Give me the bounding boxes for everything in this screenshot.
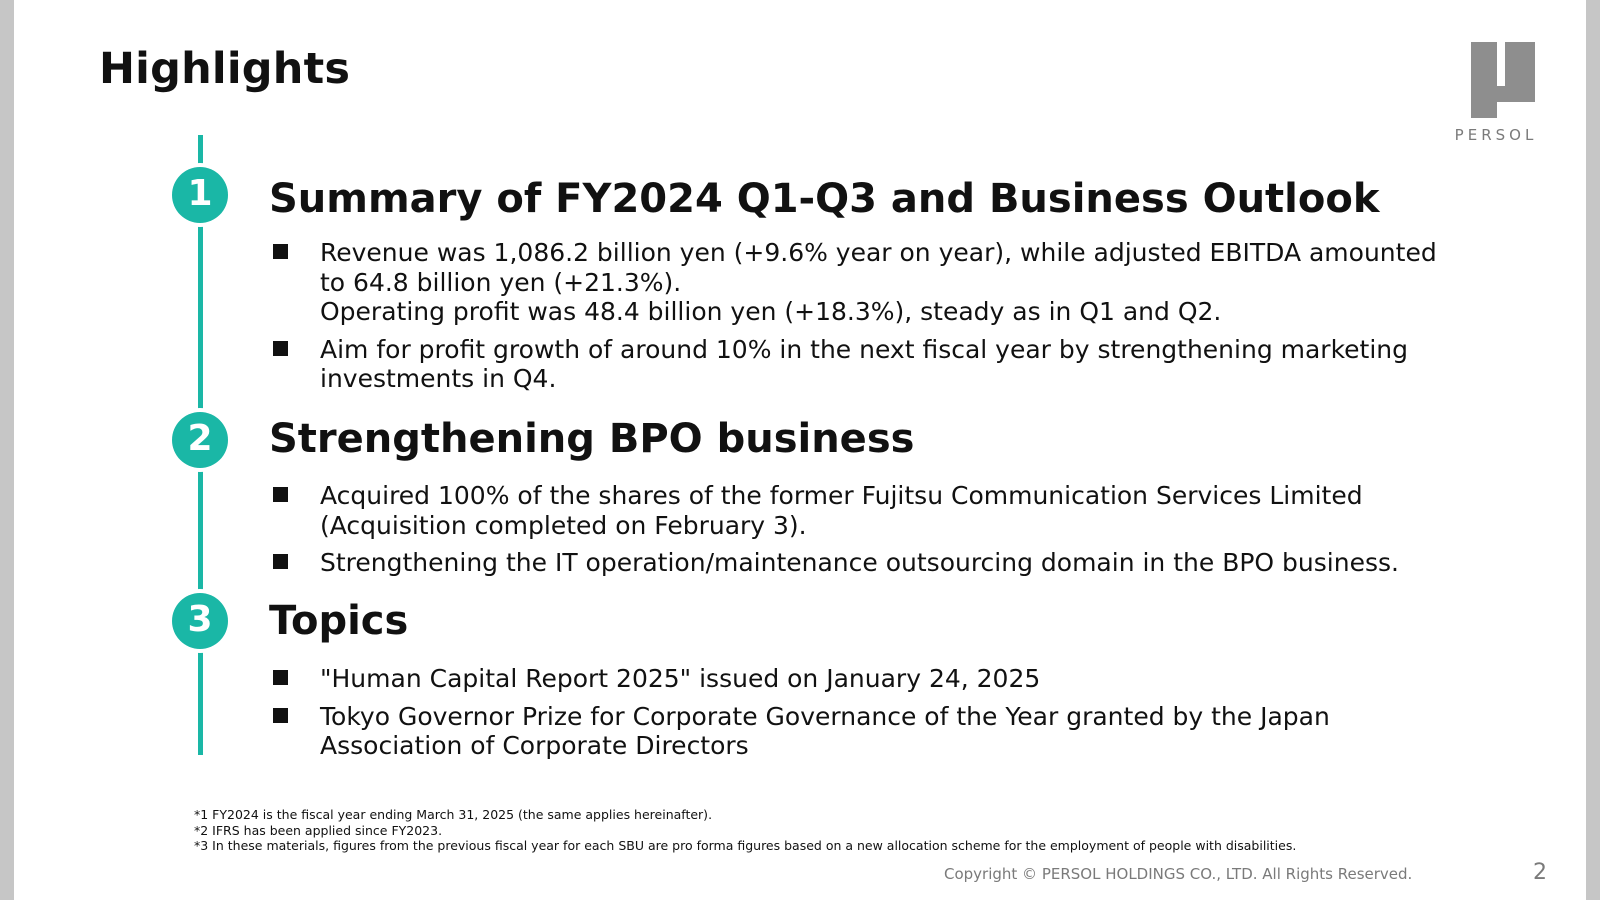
section-heading: Topics: [269, 598, 409, 644]
section-number-badge: [172, 593, 228, 649]
section-number: 3: [187, 599, 213, 640]
bullet-square-icon: [273, 244, 288, 259]
list-item: Strengthening the IT operation/maintenance outsourcing domain in the BPO business.: [272, 548, 1472, 578]
section-heading: Strengthening BPO business: [269, 416, 915, 462]
footnotes: [194, 807, 1296, 854]
page-number: 2: [1533, 860, 1547, 885]
bullet-square-icon: [273, 708, 288, 723]
section-number: 1: [187, 173, 213, 214]
footnote: *1 FY2024 is the fiscal year ending March 31, 2025 (the same applies hereinafter).: [194, 807, 713, 822]
list-item: Revenue was 1,086.2 billion yen (+9.6% year on year), while adjusted EBITDA amounted to 64.8 billion yen (+21.3%). Operating profit was 48.4 billion yen (+18.3%), steady as in Q1 and Q2.: [272, 238, 1472, 327]
footnote: *2 IFRS has been applied since FY2023.: [194, 822, 443, 838]
slide: [14, 0, 1586, 900]
list-item: Aim for profit growth of around 10% in the next fiscal year by strengthening marketing investments in Q4.: [272, 335, 1472, 394]
persol-logo: [1441, 38, 1551, 148]
page-title: Highlights: [99, 44, 351, 94]
list-item: "Human Capital Report 2025" issued on January 24, 2025: [272, 664, 1472, 694]
persol-logo-icon: [1471, 42, 1535, 118]
section-bullets: [272, 664, 1472, 761]
section-bullets: [272, 238, 1472, 394]
section-number-badge: [172, 412, 228, 468]
footnote: *3 In these materials, figures from the previous fiscal year for each SBU are pro forma figures based on a new allocation scheme for the employment of people with disabilities.: [194, 838, 1297, 853]
section-heading: Summary of FY2024 Q1-Q3 and Business Outlook: [269, 176, 1380, 222]
section-bullets: [272, 481, 1472, 578]
bullet-square-icon: [273, 554, 288, 569]
bullet-square-icon: [273, 487, 288, 502]
copyright-notice: Copyright © PERSOL HOLDINGS CO., LTD. All Rights Reserved.: [944, 865, 1413, 883]
bullet-square-icon: [273, 670, 288, 685]
list-item: Tokyo Governor Prize for Corporate Governance of the Year granted by the Japan Association of Corporate Directors: [272, 702, 1472, 761]
section-number-badge: [172, 167, 228, 223]
section-number: 2: [187, 418, 213, 459]
list-item: Acquired 100% of the shares of the former Fujitsu Communication Services Limited (Acquisition completed on February 3).: [272, 481, 1472, 540]
bullet-square-icon: [273, 341, 288, 356]
logo-wordmark: PERSOL: [1454, 126, 1538, 144]
